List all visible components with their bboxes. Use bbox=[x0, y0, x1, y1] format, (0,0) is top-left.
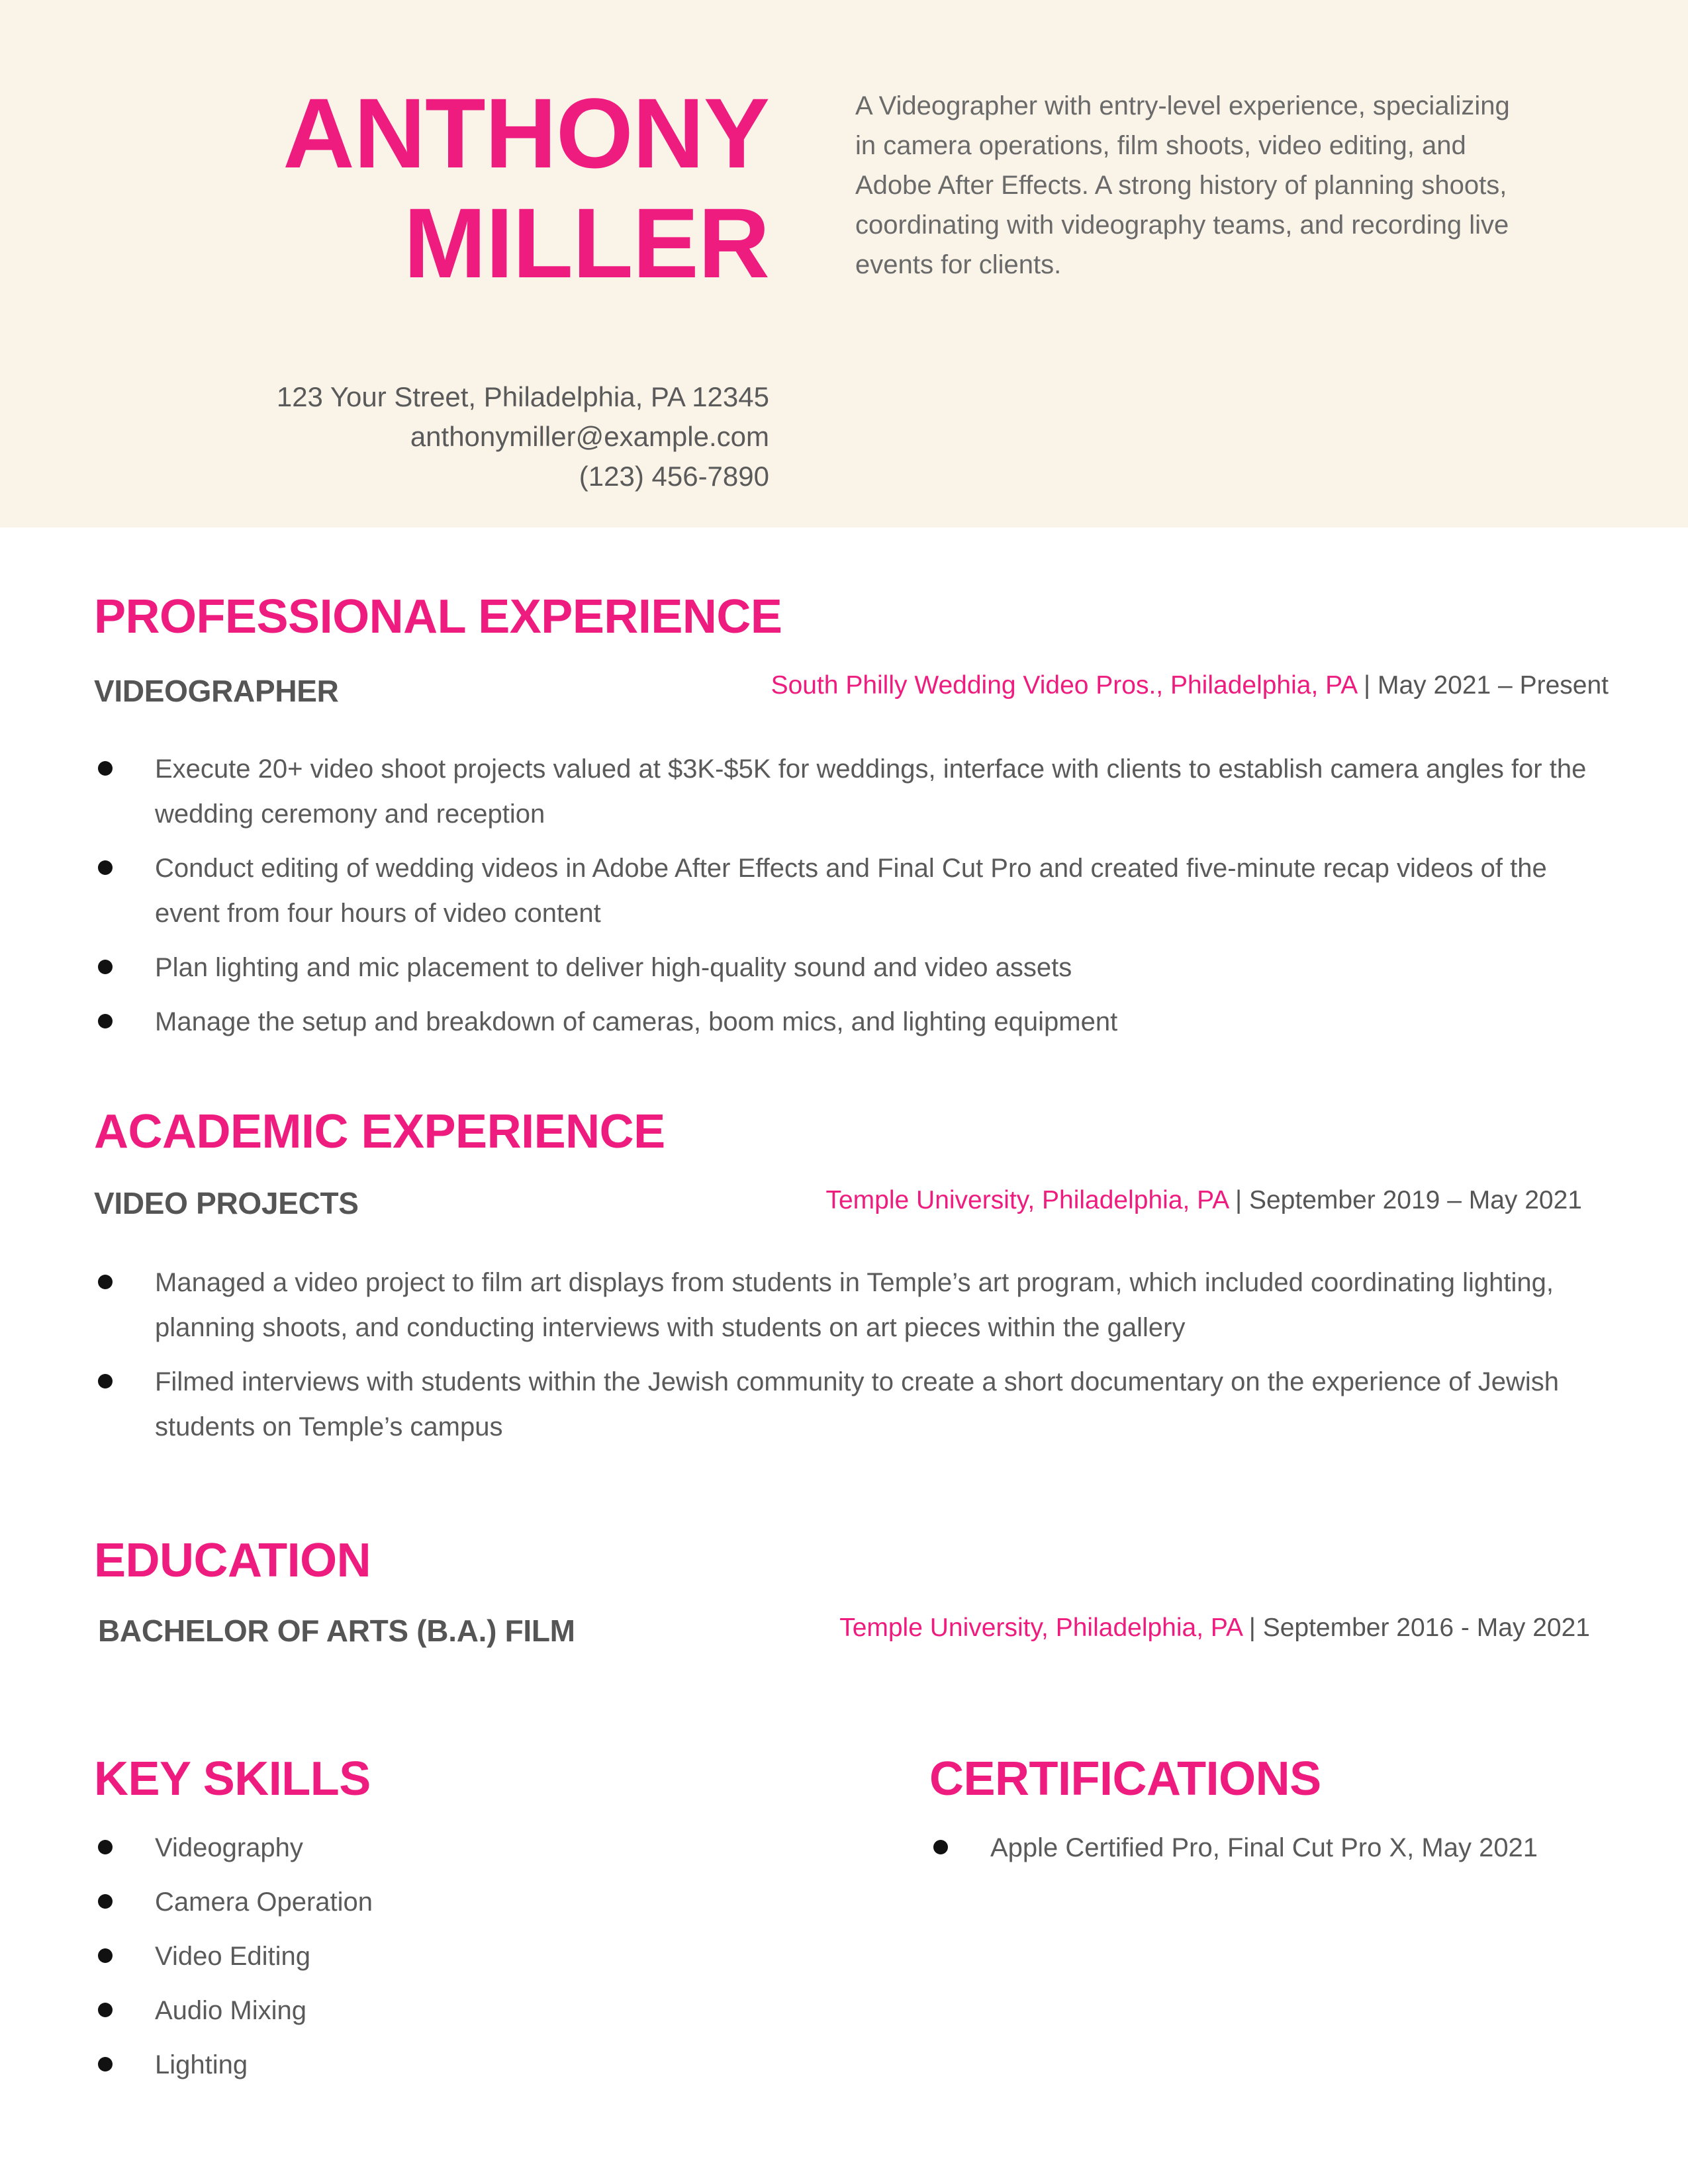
education-degree: BACHELOR OF ARTS (B.A.) FILM bbox=[98, 1614, 575, 1648]
professional-org: South Philly Wedding Video Pros., Philadelphia, PA bbox=[771, 671, 1357, 700]
bullet-icon bbox=[98, 2003, 113, 2017]
bullet-icon bbox=[98, 1374, 113, 1388]
phone: (123) 456-7890 bbox=[579, 461, 769, 492]
professional-dates: May 2021 – Present bbox=[1377, 671, 1609, 700]
education-separator: | bbox=[1241, 1614, 1263, 1642]
certifications-list bbox=[929, 1825, 1618, 1880]
skill-text: Videography bbox=[155, 1833, 303, 1862]
list-item bbox=[94, 1880, 822, 1925]
list-item bbox=[94, 945, 1610, 990]
academic-org: Temple University, Philadelphia, PA bbox=[825, 1186, 1229, 1214]
bullet-icon bbox=[98, 860, 113, 875]
education-org: Temple University, Philadelphia, PA bbox=[839, 1614, 1242, 1642]
bullet-text: Filmed interviews with students within the Jewish community to create a short documentary on the experience of Jewish students on Temple’s campus bbox=[155, 1367, 1559, 1441]
bullet-text: Plan lighting and mic placement to deliver high-quality sound and video assets bbox=[155, 953, 1072, 982]
name-block bbox=[173, 78, 769, 496]
address: 123 Your Street, Philadelphia, PA 12345 bbox=[276, 381, 769, 412]
skill-text: Video Editing bbox=[155, 1942, 310, 1971]
professional-separator: | bbox=[1356, 671, 1378, 700]
list-item bbox=[94, 1934, 822, 1979]
education-meta bbox=[839, 1610, 1590, 1647]
list-item bbox=[94, 1359, 1610, 1449]
academic-bullets bbox=[94, 1260, 1610, 1459]
bullet-text: Manage the setup and breakdown of cameras, boom mics, and lighting equipment bbox=[155, 1007, 1118, 1036]
bullet-icon bbox=[98, 1014, 113, 1028]
email: anthonymiller@example.com bbox=[410, 421, 769, 452]
education-dates: September 2016 - May 2021 bbox=[1262, 1614, 1590, 1642]
list-item bbox=[929, 1825, 1618, 1870]
bullet-text: Conduct editing of wedding videos in Adobe After Effects and Final Cut Pro and created five-minute recap videos of the event from four hours of video content bbox=[155, 854, 1547, 928]
professional-meta bbox=[771, 667, 1609, 704]
key-skills-heading: KEY SKILLS bbox=[94, 1752, 371, 1805]
contact-info bbox=[173, 377, 769, 496]
skills-list bbox=[94, 1825, 822, 2097]
bullet-icon bbox=[98, 2057, 113, 2071]
list-item bbox=[94, 747, 1610, 837]
professional-experience-heading: PROFESSIONAL EXPERIENCE bbox=[94, 590, 782, 643]
education-heading: EDUCATION bbox=[94, 1534, 371, 1587]
last-name: MILLER bbox=[403, 187, 769, 298]
academic-meta bbox=[825, 1182, 1582, 1219]
first-name: ANTHONY bbox=[283, 77, 769, 189]
bullet-icon bbox=[98, 960, 113, 974]
professional-role: VIDEOGRAPHER bbox=[94, 674, 339, 708]
certification-text: Apple Certified Pro, Final Cut Pro X, May 2021 bbox=[990, 1833, 1538, 1862]
bullet-icon bbox=[98, 1948, 113, 1963]
bullet-icon bbox=[98, 761, 113, 776]
list-item bbox=[94, 846, 1610, 936]
list-item bbox=[94, 1825, 822, 1870]
list-item bbox=[94, 1988, 822, 2033]
bullet-icon bbox=[98, 1894, 113, 1909]
bullet-icon bbox=[933, 1840, 948, 1854]
academic-experience-heading: ACADEMIC EXPERIENCE bbox=[94, 1105, 665, 1158]
summary: A Videographer with entry-level experience, specializing in camera operations, film shoots, video editing, and Adobe After Effects. A strong history of planning shoots, coordinating with videography teams, and recording live events for clients. bbox=[855, 91, 1510, 279]
list-item bbox=[94, 1260, 1610, 1350]
list-item bbox=[94, 999, 1610, 1044]
professional-bullets bbox=[94, 747, 1610, 1054]
academic-role: VIDEO PROJECTS bbox=[94, 1186, 359, 1220]
list-item bbox=[94, 2042, 822, 2087]
bullet-text: Managed a video project to film art displays from students in Temple’s art program, which included coordinating lighting, planning shoots, and conducting interviews with students on art pieces within the gallery bbox=[155, 1268, 1554, 1342]
bullet-icon bbox=[98, 1275, 113, 1289]
skill-text: Camera Operation bbox=[155, 1888, 373, 1917]
academic-separator: | bbox=[1228, 1186, 1249, 1214]
bullet-text: Execute 20+ video shoot projects valued at $3K-$5K for weddings, interface with clients to establish camera angles for the wedding ceremony and reception bbox=[155, 754, 1587, 829]
bullet-icon bbox=[98, 1840, 113, 1854]
academic-dates: September 2019 – May 2021 bbox=[1248, 1186, 1582, 1214]
certifications-heading: CERTIFICATIONS bbox=[929, 1752, 1321, 1805]
skill-text: Audio Mixing bbox=[155, 1996, 307, 2025]
skill-text: Lighting bbox=[155, 2050, 248, 2079]
